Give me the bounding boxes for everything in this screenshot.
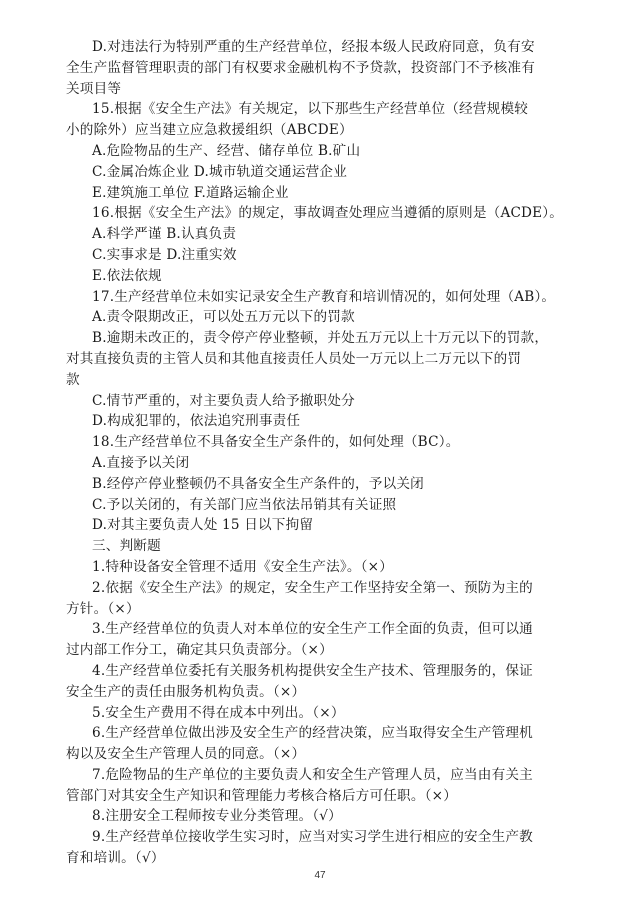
text-line: 3.生产经营单位的负责人对本单位的安全生产工作全面的负责，但可以通 (92, 621, 533, 638)
text-line: 关项目等 (66, 80, 122, 97)
text-line: 9.生产经营单位接收学生实习时，应当对实习学生进行相应的安全生产教 (92, 829, 533, 846)
text-line: 对其直接负责的主管人员和其他直接责任人员处一万元以上二万元以下的罚 (66, 350, 522, 367)
text-line: A.直接予以关闭 (92, 454, 190, 471)
text-line: D.对违法行为特别严重的生产经营单位，经报本级人民政府同意，负有安 (92, 39, 535, 55)
text-line: A.责令限期改正，可以处五万元以下的罚款 (92, 309, 355, 326)
text-line: C.实事求是 D.注重实效 (92, 246, 237, 263)
text-line: 6.生产经营单位做出涉及安全生产的经营决策，应当取得安全生产管理机 (92, 725, 533, 742)
text-line: D.构成犯罪的，依法追究刑事责任 (92, 413, 301, 430)
text-line: 18.生产经营单位不具备安全生产条件的，如何处理（BC）。 (92, 434, 460, 451)
text-line: 构以及安全生产管理人员的同意。（×） (66, 746, 306, 763)
text-line: 7.危险物品的生产单位的主要负责人和安全生产管理人员，应当由有关主 (92, 766, 533, 783)
text-line: 5.安全生产费用不得在成本中列出。（×） (92, 704, 345, 721)
text-line: C.情节严重的，对主要负责人给予撤职处分 (92, 392, 355, 409)
text-line: 全生产监督管理职责的部门有权要求金融机构不予贷款，投资部门不予核准有 (66, 59, 535, 76)
text-line: E.依法依规 (92, 267, 162, 284)
text-line: 8.注册安全工程师按专业分类管理。（√） (92, 808, 342, 825)
text-line: 16.根据《安全生产法》的规定，事故调查处理应当遵循的原则是（ACDE）。 (92, 205, 564, 222)
text-line: 15.根据《安全生产法》有关规定，以下那些生产经营单位（经营规模较 (92, 101, 529, 118)
text-line: 三、判断题 (92, 538, 161, 555)
text-line: 方针。（×） (66, 600, 140, 617)
page-number: 47 (314, 870, 326, 881)
text-line: 17.生产经营单位未如实记录安全生产教育和培训情况的，如何处理（AB）。 (92, 288, 556, 305)
text-line: 安全生产的责任由服务机构负责。（×） (66, 683, 306, 700)
text-line: 1.特种设备安全管理不适用《安全生产法》。（×） (92, 558, 394, 575)
text-line: C.予以关闭的，有关部门应当依法吊销其有关证照 (92, 496, 397, 513)
text-line: A.危险物品的生产、经营、储存单位 B.矿山 (92, 142, 361, 159)
document-body (66, 37, 578, 869)
text-line: B.逾期未改正的，责令停产停业整顿，并处五万元以上十万元以下的罚款， (92, 330, 549, 347)
text-line: 款 (66, 371, 80, 388)
text-line: 过内部工作分工，确定其只负责部分。（×） (66, 642, 333, 659)
text-line: 4.生产经营单位委托有关服务机构提供安全生产技术、管理服务的，保证 (92, 662, 533, 679)
text-line: D.对其主要负责人处 15 日以下拘留 (92, 517, 314, 534)
text-line: 育和培训。（√） (66, 850, 165, 867)
text-line: E.建筑施工单位 F.道路运输企业 (92, 184, 289, 201)
text-line: A.科学严谨 B.认真负责 (92, 226, 237, 243)
text-line: B.经停产停业整顿仍不具备安全生产条件的，予以关闭 (92, 475, 424, 492)
text-line: 2.依据《安全生产法》的规定，安全生产工作坚持安全第一、预防为主的 (92, 579, 533, 596)
text-line: C.金属冶炼企业 D.城市轨道交通运营企业 (92, 163, 347, 180)
text-line: 小的除外）应当建立应急救援组织（ABCDE） (66, 122, 353, 139)
text-line: 管部门对其安全生产知识和管理能力考核合格后方可任职。（×） (66, 787, 458, 804)
